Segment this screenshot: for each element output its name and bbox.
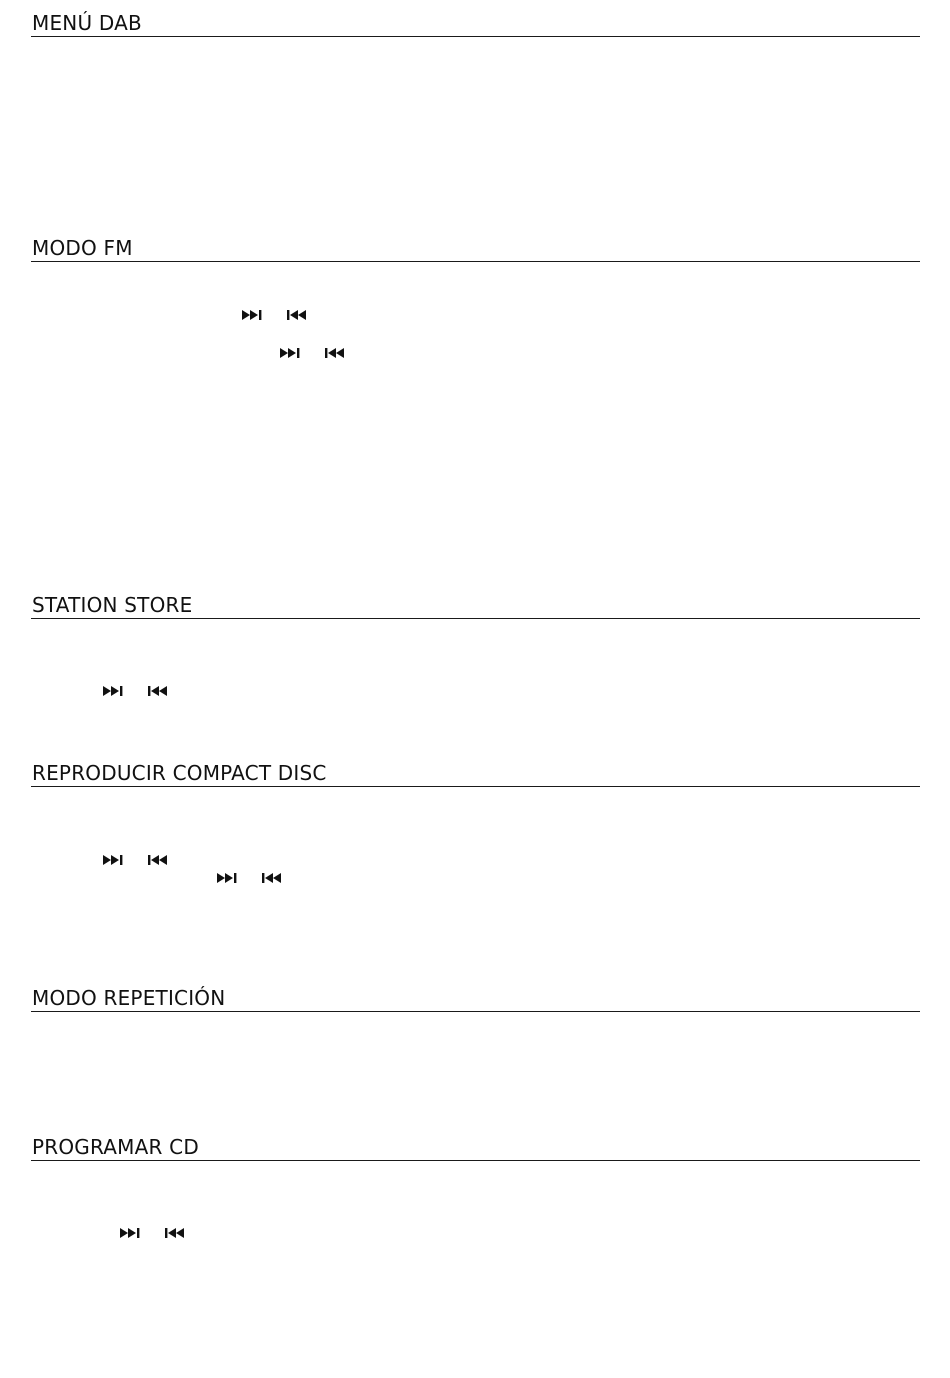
skip-previous-icon — [262, 872, 284, 884]
skip-previous-icon — [325, 347, 347, 359]
section-heading-station-store — [31, 585, 920, 619]
section-heading-compact-disc — [31, 753, 920, 787]
section-title: STATION STORE — [32, 593, 193, 617]
section-heading-program — [31, 1127, 920, 1161]
section-title: REPRODUCIR COMPACT DISC — [32, 761, 327, 785]
section-title: MODO REPETICIÓN — [32, 986, 226, 1010]
skip-next-icon — [242, 309, 264, 321]
skip-previous-icon — [148, 685, 170, 697]
cd-icon-pair-1 — [103, 854, 170, 866]
section-title: MODO FM — [32, 236, 133, 260]
section-title: PROGRAMAR CD — [32, 1135, 199, 1159]
skip-previous-icon — [148, 854, 170, 866]
fm-icon-pair-2 — [280, 347, 347, 359]
section-heading-dab — [31, 3, 920, 37]
skip-next-icon — [217, 872, 239, 884]
section-heading-repeat — [31, 978, 920, 1012]
skip-previous-icon — [287, 309, 309, 321]
section-title: MENÚ DAB — [32, 11, 142, 35]
skip-previous-icon — [165, 1227, 187, 1239]
section-heading-fm — [31, 228, 920, 262]
store-icon-pair — [103, 685, 170, 697]
skip-next-icon — [103, 685, 125, 697]
cd-icon-pair-2 — [217, 872, 284, 884]
fm-icon-pair-1 — [242, 309, 309, 321]
program-icon-pair — [120, 1227, 187, 1239]
skip-next-icon — [120, 1227, 142, 1239]
skip-next-icon — [280, 347, 302, 359]
skip-next-icon — [103, 854, 125, 866]
